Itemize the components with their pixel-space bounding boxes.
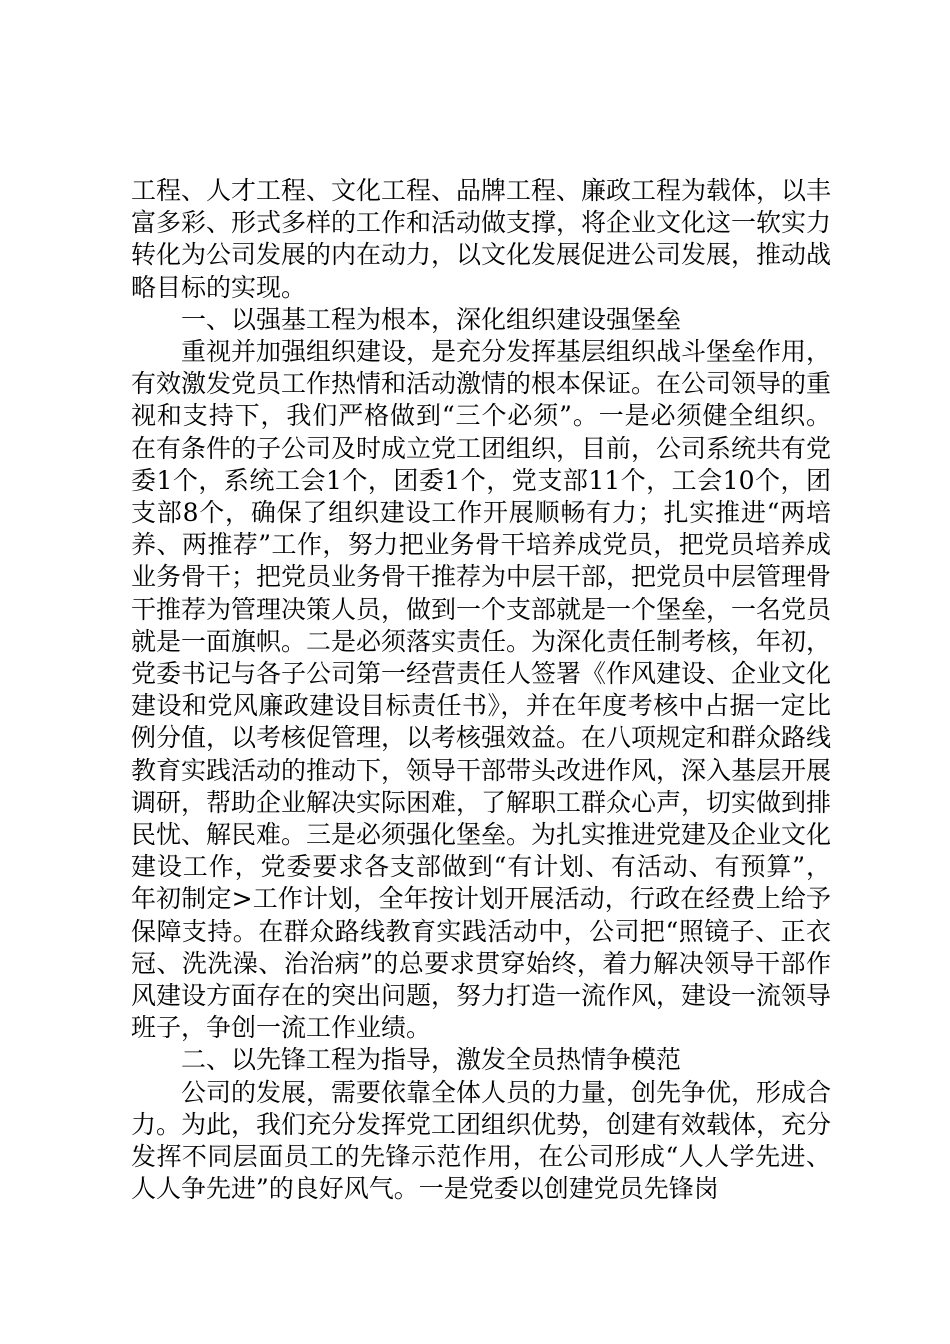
paragraph-pioneer-project: 公司的发展，需要依靠全体人员的力量，创先争优，形成合力。为此，我们充分发挥党工团组织优势，创建有效载体，充分发挥不同层面员工的先锋示范作用，在公司形成“人人学先进、人人争先进”的良好风气。一是党委以创建党员先锋岗 [131, 1077, 832, 1204]
section-heading-1: 一、以强基工程为根本，深化组织建设强堡垒 [181, 304, 682, 334]
paragraph-organization-building: 重视并加强组织建设，是充分发挥基层组织战斗堡垒作用，有效激发党员工作热情和活动激情的根本保证。在公司领导的重视和支持下，我们严格做到“三个必须”。一是必须健全组织。在有条件的子公司及时成立党工团组织，目前，公司系统共有党委1个，系统工会1个，团委1个，党支部11个，工会10个，团支部8个，确保了组织建设工作开展顺畅有力；扎实推进“两培养、两推荐”工作，努力把业务骨干培养成党员，把党员培养成业务骨干；把党员业务骨干推荐为中层干部，把党员中层管理骨干推荐为管理决策人员，做到一个支部就是一个堡垒，一名党员就是一面旗帜。二是必须落实责任。为深化责任制考核，年初，党委书记与各子公司第一经营责任人签署《作风建设、企业文化建设和党风廉政建设目标责任书》，并在年度考核中占据一定比例分值，以考核促管理，以考核强效益。在八项规定和群众路线教育实践活动的推动下，领导干部带头改进作风，深入基层开展调研，帮助企业解决实际困难，了解职工群众心声，切实做到排民忧、解民难。三是必须强化堡垒。为扎实推进党建及企业文化建设工作，党委要求各支部做到“有计划、有活动、有预算”，年初制定>工作计划，全年按计划开展活动，行政在经费上给予保障支持。在群众路线教育实践活动中，公司把“照镜子、正衣冠、洗洗澡、治治病”的总要求贯穿始终，着力解决领导干部作风建设方面存在的突出问题，努力打造一流作风，建设一流领导班子，争创一流工作业绩。 [131, 337, 832, 1043]
paragraph-continuation: 工程、人才工程、文化工程、品牌工程、廉政工程为载体，以丰富多彩、形式多样的工作和活动做支撑，将企业文化这一软实力转化为公司发展的内在动力，以文化发展促进公司发展，推动战略目标的实现。 [131, 176, 832, 302]
document-body [131, 175, 831, 1206]
section-heading-2: 二、以先锋工程为指导，激发全员热情争模范 [181, 1045, 682, 1075]
